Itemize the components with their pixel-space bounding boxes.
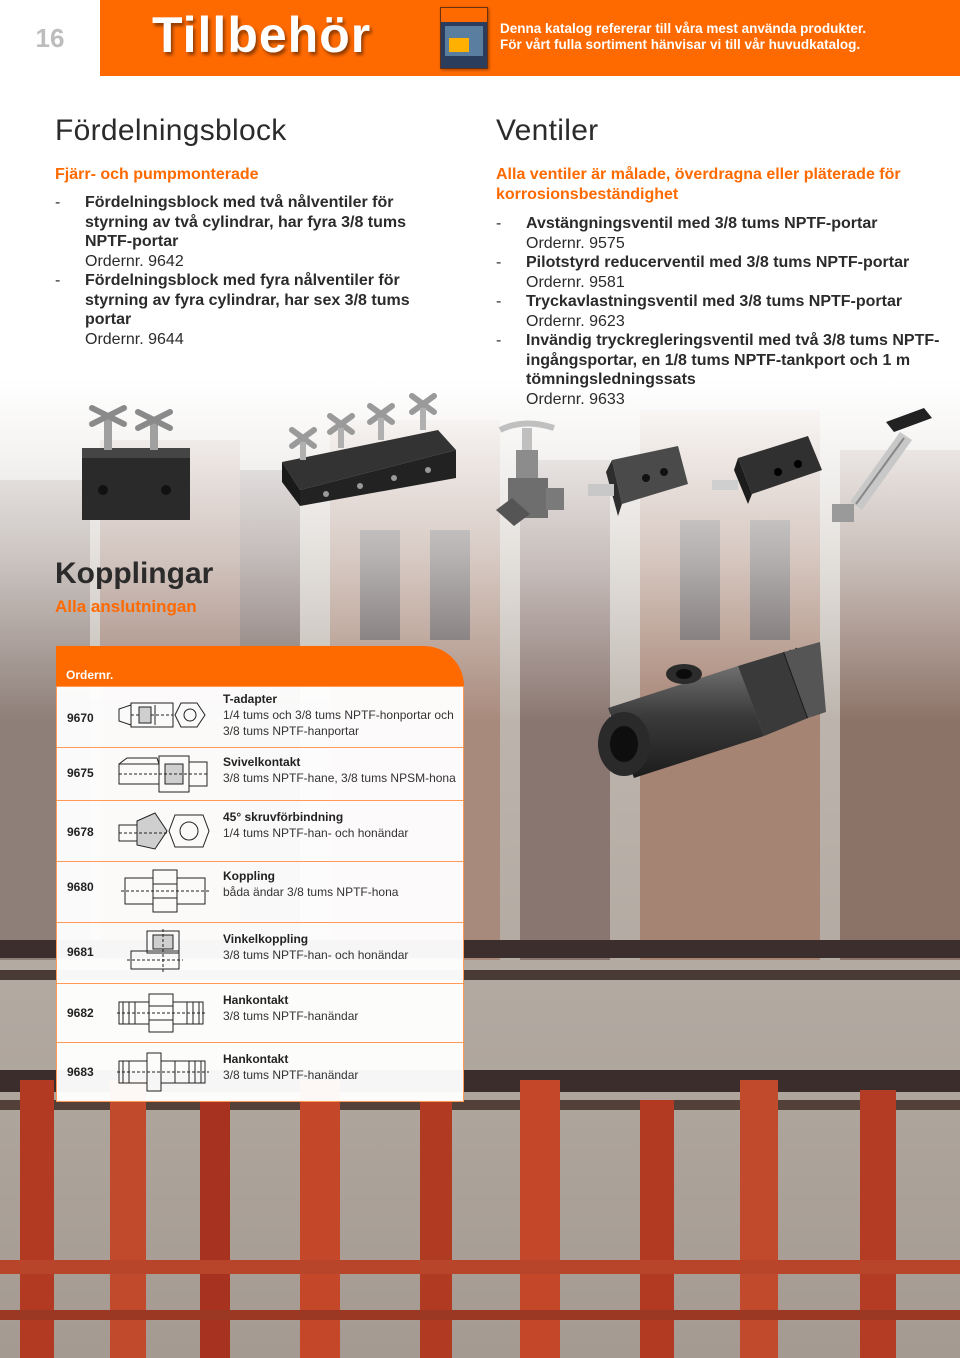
couplings-subtitle: Alla anslutningan (55, 597, 197, 616)
item-order-number: Ordernr. 9581 (526, 273, 625, 291)
page-header (0, 0, 960, 76)
list-item (496, 214, 941, 253)
male-nipple-long-drawing-icon (117, 1049, 213, 1095)
couplings-section (55, 557, 213, 617)
manifold-2-valve-image (78, 396, 196, 526)
row-order-number: 9678 (67, 825, 94, 839)
row-product-spec: 3/8 tums NPTF-hanändar (223, 1009, 359, 1023)
row-description (223, 1051, 358, 1083)
table-body (56, 686, 464, 1102)
t-adapter-product-image (588, 626, 828, 796)
t-adapter-drawing-icon (117, 695, 213, 735)
list-item (55, 271, 450, 349)
item-order-number: Ordernr. 9623 (526, 312, 625, 330)
item-description: - Fördelningsblock med två nålventiler för styrning av två cylindrar, har fyra 3/8 tums NPTF-portar (85, 194, 407, 250)
manifolds-subtitle: Fjärr- och pumpmonterade (55, 166, 259, 183)
item-order-number: Ordernr. 9575 (526, 234, 625, 252)
header-note-line-1: Denna katalog refererar till våra mest använda produkter. (500, 21, 867, 36)
row-product-spec: 3/8 tums NPTF-hanändar (223, 1068, 359, 1082)
manifold-4-valve-image (278, 390, 460, 508)
table-row (57, 983, 463, 1042)
row-description (223, 809, 408, 841)
order-number-header: Ordernr. (66, 668, 114, 682)
valves-list (496, 214, 941, 409)
row-product-name: 45° skruvförbindning (223, 810, 344, 824)
swivel-drawing-icon (117, 752, 213, 796)
page-number: 16 (0, 0, 100, 76)
catalog-cover-thumbnail (440, 7, 488, 69)
reducing-valve-image (584, 440, 690, 520)
couplings-title: Kopplingar (55, 557, 214, 590)
row-product-name: Hankontakt (223, 993, 289, 1007)
item-order-number: Ordernr. 9644 (85, 330, 184, 348)
row-product-spec: båda ändar 3/8 tums NPTF-hona (223, 885, 399, 899)
page-title: Tillbehör (152, 7, 372, 63)
row-order-number: 9675 (67, 766, 94, 780)
row-description (223, 931, 408, 963)
item-description: - Fördelningsblock med fyra nålventiler för styrning av fyra cylindrar, har sex 3/8 tums portar (85, 272, 410, 328)
row-order-number: 9670 (67, 711, 94, 725)
header-note (500, 21, 866, 53)
item-description: - Invändig tryckregleringsventil med två 3/8 tums NPTF-ingångsportar, en 1/8 tums NPTF-tankport och 1 m tömningsledningssats (526, 332, 940, 388)
row-product-name: Svivelkontakt (223, 755, 301, 769)
table-row (57, 922, 463, 983)
pressure-regulating-valve-image (826, 404, 936, 526)
row-order-number: 9680 (67, 880, 94, 894)
manifolds-section (55, 114, 450, 349)
table-row (57, 861, 463, 922)
manifolds-list (55, 193, 450, 349)
shut-off-valve-image (494, 414, 574, 534)
row-product-spec: 3/8 tums NPTF-hane, 3/8 tums NPSM-hona (223, 771, 456, 785)
item-description: - Avstängningsventil med 3/8 tums NPTF-portar (526, 215, 878, 232)
row-description (223, 754, 456, 786)
table-row (57, 747, 463, 800)
list-item (55, 193, 450, 271)
item-description: - Pilotstyrd reducerventil med 3/8 tums NPTF-portar (526, 254, 910, 271)
item-order-number: Ordernr. 9633 (526, 390, 625, 408)
male-nipple-drawing-icon (117, 990, 213, 1036)
valves-section (496, 114, 941, 409)
row-product-name: Koppling (223, 869, 275, 883)
row-product-name: T-adapter (223, 692, 278, 706)
list-item (496, 292, 941, 331)
row-description (223, 868, 398, 900)
valves-title: Ventiler (496, 114, 599, 147)
table-row (57, 800, 463, 861)
table-header (56, 646, 464, 686)
row-product-spec: 1/4 tums och 3/8 tums NPTF-honportar och 3/8 tums NPTF-hanportar (223, 708, 454, 738)
item-description: - Tryckavlastningsventil med 3/8 tums NPTF-portar (526, 293, 903, 310)
row-order-number: 9682 (67, 1006, 94, 1020)
relief-valve-image (706, 430, 824, 510)
coupling-drawing-icon (117, 866, 213, 916)
row-product-spec: 1/4 tums NPTF-han- och honändar (223, 826, 409, 840)
table-row (57, 686, 463, 747)
manifolds-title: Fördelningsblock (55, 114, 287, 147)
list-item (496, 331, 941, 409)
angle-coupling-drawing-icon (117, 929, 213, 977)
row-product-name: Hankontakt (223, 1052, 289, 1066)
item-order-number: Ordernr. 9642 (85, 252, 184, 270)
row-order-number: 9683 (67, 1065, 94, 1079)
row-product-spec: 3/8 tums NPTF-han- och honändar (223, 948, 409, 962)
valves-subtitle: Alla ventiler är målade, överdragna eller pläterade för korrosionsbeständighet (496, 166, 901, 203)
row-order-number: 9681 (67, 945, 94, 959)
elbow-45-drawing-icon (117, 809, 213, 853)
header-note-line-2: För vårt fulla sortiment hänvisar vi till vår huvudkatalog. (500, 37, 861, 52)
row-description (223, 992, 358, 1024)
row-description (223, 691, 463, 739)
row-product-name: Vinkelkoppling (223, 932, 309, 946)
list-item (496, 253, 941, 292)
table-row (57, 1042, 463, 1101)
couplings-table (56, 646, 464, 1102)
